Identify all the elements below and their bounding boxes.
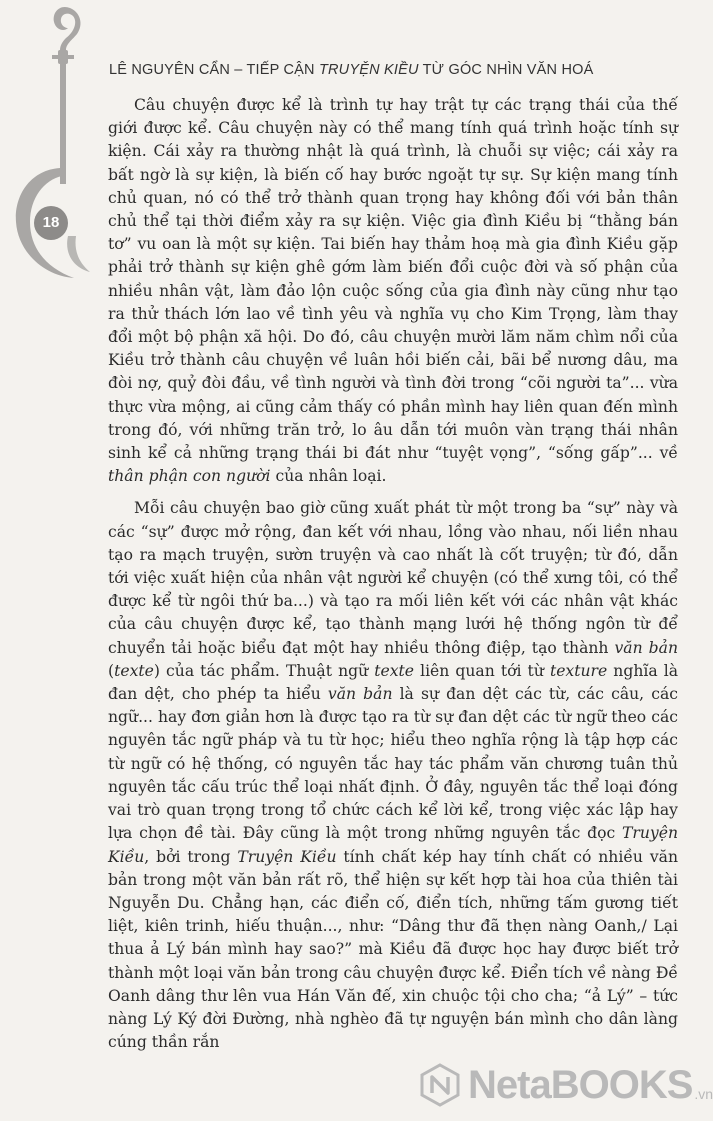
italic-term: văn bản	[327, 685, 393, 704]
text-run: Câu chuyện được kể là trình tự hay trật tự các trạng thái của thế giới được kể. Câu chuyện này có thể mang tính quá trình hoặc tính sự kiện. Cái xảy ra thường nhật là quá trình, là chuỗi sự việc; cái xảy ra bất ngờ là sự kiện, là biến cố hay bước ngoặt tự sự. Sự kiện mang tính chủ quan, nó có thể trở thành quan trọng hay không đối với bản thân chủ thể tại thời điểm xảy ra sự kiện. Việc gia đình Kiều bị “thằng bán tơ” vu oan là một sự kiện. Tai biến hay thảm hoạ mà gia đình Kiều gặp phải trở thành sự kiện ghê gớm làm biến đổi cuộc đời và số phận của nhiều nhân vật, làm đảo lộn cuộc sống của gia đình này cũng như tạo ra thử thách lớn lao về tình yêu và nghĩa vụ cho Kim Trọng, làm thay đổi một bộ phận xã hội. Do đó, câu chuyện mười lăm năm chìm nổi của Kiều trở thành câu chuyện về luân hồi biến cải, bãi bể nương dâu, ma đòi nợ, quỷ đòi đầu, về tình người và tình đời trong “cõi người ta”... vừa thực vừa mộng, ai cũng cảm thấy có phần mình hay liên quan đến mình trong đó, với những trăn trở, lo âu dẫn tới muôn vàn trạng thái nhân sinh kể cả những trạng thái bi đát như “tuyệt vọng”, “sống gấp”... về	[108, 96, 678, 463]
running-header	[109, 62, 593, 78]
text-run: là sự đan dệt các từ, các câu, các ngữ... hay đơn giản hơn là được tạo ra từ sự đan dệt các từ ngữ theo các nguyên tắc ngữ pháp và tu từ học; hiểu theo nghĩa rộng là tập hợp các từ ngữ có hệ thống, có nguyên tắc hay tác phẩm văn chương tuân thủ nguyên tắc cấu trúc thể loại nhất định. Ở đây, nguyên tắc thể loại đóng vai trò quan trọng trong tổ chức cách kể lời kể, trong việc xác lập hay lựa chọn đề tài. Đây cũng là một trong những nguyên tắc đọc	[108, 685, 678, 843]
italic-term: texte	[114, 661, 154, 680]
body-text	[108, 94, 678, 1054]
lute-ornament-icon	[0, 0, 108, 310]
text-run: tính chất kép hay tính chất có nhiều văn bản trong một văn bản rất rõ, thể hiện sự kết hợp tài hoa của thiên tài Nguyễn Du. Chẳng hạn, các điển cố, điển tích, những tấm gương tiết liệt, kiên trinh, hiếu thuận..., như: “Dâng thư đã thẹn nàng Oanh,/ Lại thua ả Lý bán mình hay sao?” mà Kiều đã được học hay được biết trở thành một loại văn bản trong câu chuyện được kể. Điển tích về nàng Đề Oanh dâng thư lên vua Hán Văn đế, xin chuộc tội cho cha; “ả Lý” – tức nàng Lý Ký đời Đường, nhà nghèo đã tự nguyện bán mình cho dân làng cúng thần rắn	[108, 847, 678, 1052]
watermark-brand: NetaBOOKS	[468, 1062, 693, 1107]
neta-logo-icon	[418, 1063, 462, 1107]
text-run: của nhân loại.	[270, 467, 387, 486]
watermark	[418, 1058, 713, 1112]
header-suffix: TỪ GÓC NHÌN VĂN HOÁ	[418, 62, 594, 78]
italic-term: thân phận con người	[108, 467, 271, 486]
italic-term: Truyện Kiều	[108, 824, 678, 866]
page-number-badge: 18	[34, 206, 68, 240]
italic-term: văn bản	[614, 638, 678, 657]
text-run: , bởi trong	[144, 847, 238, 866]
paragraph-2	[108, 497, 678, 1054]
italic-term: texte	[374, 661, 415, 680]
text-run: nghĩa là đan dệt, cho phép ta hiểu	[108, 661, 678, 704]
text-run: liên quan tới từ	[414, 661, 550, 680]
text-run: ) của tác phẩm. Thuật ngữ	[153, 661, 375, 680]
italic-term: Truyện Kiều	[237, 847, 337, 866]
italic-term: texture	[549, 661, 608, 680]
text-run: Mỗi câu chuyện bao giờ cũng xuất phát từ một trong ba “sự” này và các “sự” được mở rộng, đan kết với nhau, lồng vào nhau, nối liền nhau tạo ra mạch truyện, sườn truyện và cao nhất là cốt truyện; từ đó, dẫn tới việc xuất hiện của nhân vật người kể chuyện (có thể xưng tôi, có thể được kể từ ngôi thứ ba...) và tạo ra mối liên kết với các nhân vật khác của câu chuyện được kể, tạo thành mạng lưới hệ thống ngôn từ để chuyển tải hoặc biểu đạt một hay nhiều thông điệp, tạo thành	[108, 499, 678, 657]
header-book-title: TRUYỆN KIỀU	[318, 62, 419, 78]
paragraph-1	[108, 94, 678, 488]
text-run: (	[108, 661, 115, 680]
watermark-tld: .vn	[694, 1086, 713, 1102]
header-prefix: LÊ NGUYÊN CẨN – TIẾP CẬN	[109, 62, 319, 78]
